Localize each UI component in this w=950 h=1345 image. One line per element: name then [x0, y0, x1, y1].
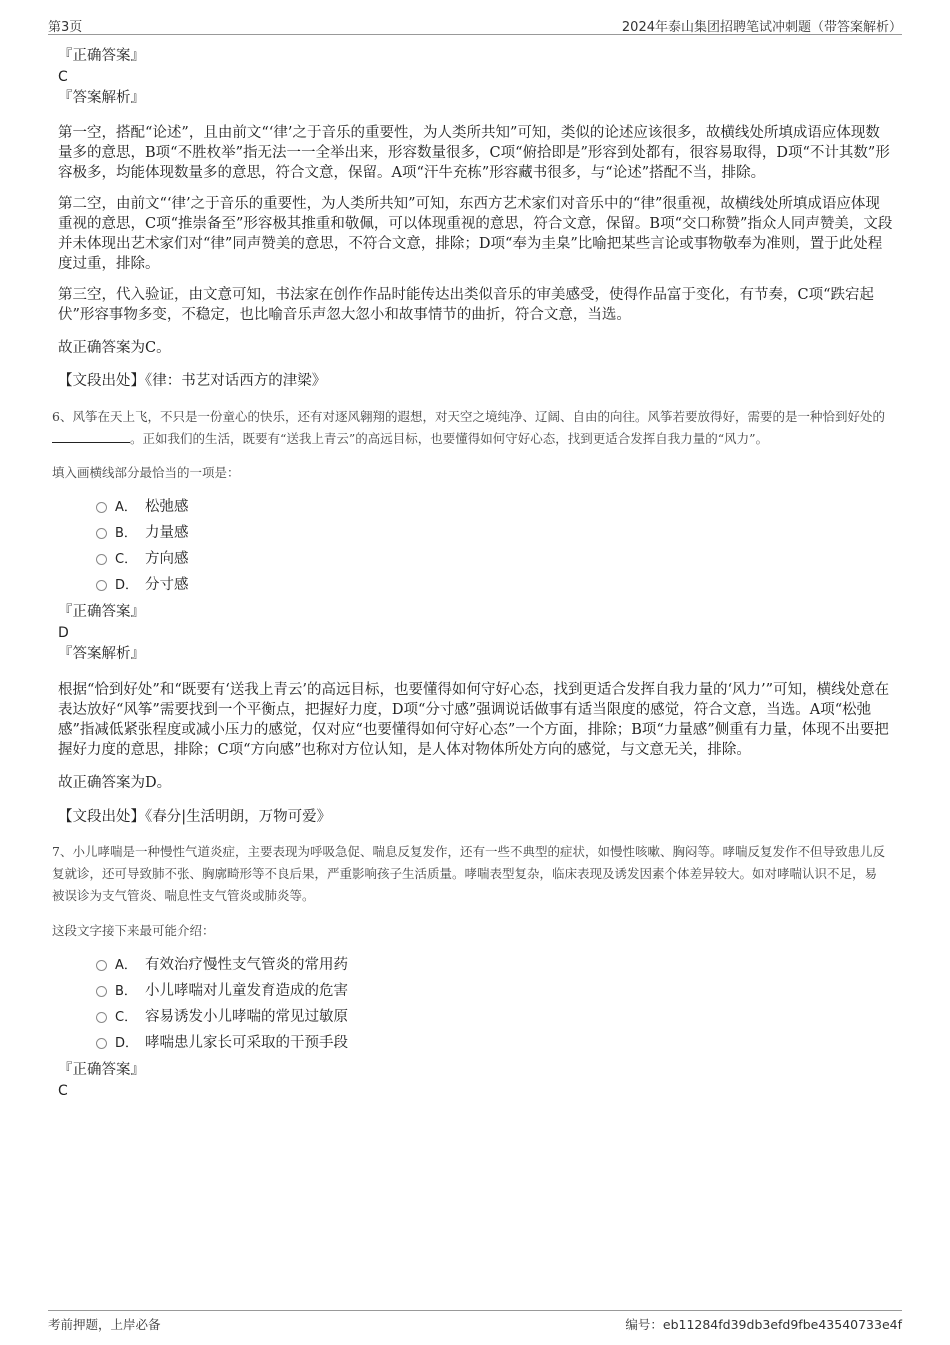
question-prompt: 这段文字接下来最可能介绍： — [52, 923, 215, 938]
answer-label: 『正确答案』 — [58, 603, 145, 620]
answer-value: C — [58, 1082, 68, 1099]
option-b[interactable]: B． 力量感 — [96, 520, 893, 546]
radio-icon[interactable] — [96, 502, 107, 513]
answer-label: 『正确答案』 — [58, 1061, 145, 1078]
radio-icon[interactable] — [96, 580, 107, 591]
option-c[interactable]: C． 方向感 — [96, 546, 893, 572]
answer-value: D — [58, 624, 69, 641]
radio-icon[interactable] — [96, 1012, 107, 1023]
radio-icon[interactable] — [96, 1038, 107, 1049]
radio-icon[interactable] — [96, 528, 107, 539]
question-stem: 6、风筝在天上飞，不只是一份童心的快乐，还有对逐风翱翔的遐想，对天空之境纯净、辽阔、自由的向往。风筝若要放得好，需要的是一种恰到好处的 。正如我们的生活，既要有“送我上青云”的高远目标，也要懂得如何守好心态，找到更适合发挥自我力量的“风力”。 — [52, 408, 885, 446]
analysis-label: 『答案解析』 — [58, 90, 145, 106]
page-content — [52, 46, 893, 1102]
option-b[interactable]: B． 小儿哮喘对儿童发育造成的危害 — [96, 978, 893, 1004]
analysis-paragraph: 第三空，代入验证，由文意可知，书法家在创作作品时能传达出类似音乐的审美感受，使得作品富于变化，有节奏，C项“跌宕起伏”形容事物多变，不稳定，也比喻音乐声忽大忽小和故事情节的曲折，符合文意，当选。 — [58, 287, 875, 323]
document-code: 编号：eb11284fd39db3efd9fbe43540733e4f — [625, 1317, 902, 1332]
source-citation: 【文段出处】《律：书艺对话西方的津梁》 — [58, 373, 327, 389]
radio-icon[interactable] — [96, 986, 107, 997]
option-a[interactable]: A． 有效治疗慢性支气管炎的常用药 — [96, 952, 893, 978]
radio-icon[interactable] — [96, 554, 107, 565]
question-prompt: 填入画横线部分最恰当的一项是： — [52, 464, 240, 480]
answer-label: 『正确答案』 — [58, 48, 145, 64]
fill-blank — [52, 430, 130, 443]
analysis-label: 『答案解析』 — [58, 645, 145, 662]
source-citation: 【文段出处】《春分|生活明朗，万物可爱》 — [58, 808, 332, 825]
option-list — [96, 494, 893, 598]
page-header — [48, 14, 902, 35]
page-footer — [48, 1310, 902, 1333]
question-stem: 7、小儿哮喘是一种慢性气道炎症，主要表现为呼吸急促、喘息反复发作，还有一些不典型的症状，如慢性咳嗽、胸闷等。哮喘反复发作不但导致患儿反复就诊，还可导致肺不张、胸廓畸形等不良后果，严重影响孩子生活质量。哮喘表型复杂，临床表现及诱发因素个体差异较大。如对哮喘认识不足，易被误诊为支气管炎、喘息性支气管炎或肺炎等。 — [52, 844, 885, 903]
analysis-paragraph: 第一空，搭配“论述”，且由前文“‘律’之于音乐的重要性，为人类所共知”可知，类似的论述应该很多，故横线处所填成语应体现数量多的意思，B项“不胜枚举”指无法一一全举出来，形容数量很多，C项“俯拾即是”形容到处都有，很容易取得，D项“不计其数”形容极多，均能体现数量多的意思，符合文意，保留。A项“汗牛充栋”形容藏书很多，与“论述”搭配不当，排除。 — [58, 125, 890, 181]
document-title: 2024年泰山集团招聘笔试冲刺题（带答案解析） — [621, 20, 902, 35]
option-d[interactable]: D． 哮喘患儿家长可采取的干预手段 — [96, 1030, 893, 1056]
conclusion: 故正确答案为D。 — [58, 774, 172, 791]
answer-value: C — [58, 69, 68, 85]
footer-slogan: 考前押题，上岸必备 — [48, 1317, 161, 1332]
page-number: 第3页 — [48, 20, 83, 35]
conclusion: 故正确答案为C。 — [58, 340, 171, 356]
radio-icon[interactable] — [96, 960, 107, 971]
option-a[interactable]: A． 松弛感 — [96, 494, 893, 520]
option-list — [96, 952, 893, 1056]
analysis-paragraph: 第二空，由前文“‘律’之于音乐的重要性，为人类所共知”可知，东西方艺术家们对音乐中的“律”很重视，故横线处所填成语应体现重视的意思，C项“推崇备至”形容极其推重和敬佩，可以体现重视的意思，符合文意，保留。B项“交口称赞”指众人同声赞美，文段并未体现出艺术家们对“律”同声赞美的意思，不符合文意，排除；D项“奉为圭臬”比喻把某些言论或事物敬奉为准则，置于此处程度过重，排除。 — [58, 196, 893, 272]
option-c[interactable]: C． 容易诱发小儿哮喘的常见过敏原 — [96, 1004, 893, 1030]
option-d[interactable]: D． 分寸感 — [96, 572, 893, 598]
analysis-paragraph: 根据“恰到好处”和“既要有‘送我上青云’的高远目标，也要懂得如何守好心态，找到更适合发挥自我力量的‘风力’”可知，横线处意在表达放好“风筝”需要找到一个平衡点，把握好力度，D项“分寸感”强调说话做事有适当限度的感觉，符合文意，当选。A项“松弛感”指减低紧张程度或减小压力的感觉，仅对应“也要懂得如何守好心态”一个方面，排除；B项“力量感”侧重有力量，体现不出要把握好力度的意思，排除；C项“方向感”也称对方位认知，是人体对物体所处方向的感觉，与文意无关，排除。 — [58, 681, 890, 758]
